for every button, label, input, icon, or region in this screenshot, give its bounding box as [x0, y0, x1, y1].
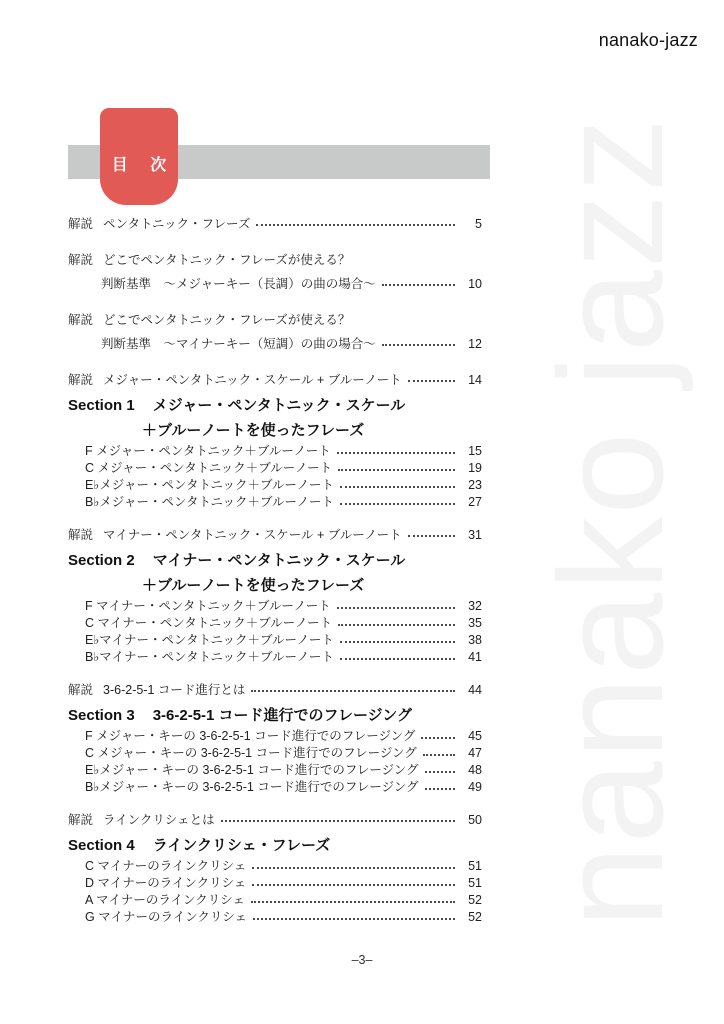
- brand-title: nanako-jazz: [598, 30, 698, 50]
- toc-title-tab: [100, 108, 178, 205]
- page-number-value: 27: [468, 495, 482, 509]
- entry-title: 判断基準 〜マイナーキー（短調）の曲の場合〜: [101, 337, 376, 351]
- dotted-leader: [382, 284, 455, 286]
- toc-entry-item: [68, 728, 482, 745]
- page-number-value: 49: [468, 780, 482, 794]
- entry-title: C メジャー・キーの 3-6-2-5-1 コード進行でのフレージング: [85, 746, 417, 760]
- entry-title: E♭メジャー・キーの 3-6-2-5-1 コード進行でのフレージング: [85, 763, 419, 777]
- dotted-leader: [221, 820, 455, 822]
- section-title-line2: ＋ブルーノートを使ったフレーズ: [142, 422, 365, 439]
- toc-entry-kaisetsu: [68, 212, 482, 236]
- entry-title: B♭メジャー・ペンタトニック＋ブルーノート: [85, 495, 334, 509]
- dotted-leader: [337, 607, 455, 609]
- dotted-leader: [251, 901, 455, 903]
- section-label: Section 1: [68, 397, 135, 414]
- entry-title: C マイナーのラインクリシェ: [85, 859, 247, 873]
- toc-entry-item: [68, 649, 482, 666]
- dotted-leader: [256, 224, 455, 226]
- toc-entry-item: [68, 875, 482, 892]
- toc-entry-item: [68, 892, 482, 909]
- toc-entry-kaisetsu: [68, 368, 482, 392]
- entry-title: B♭メジャー・キーの 3-6-2-5-1 コード進行でのフレージング: [85, 780, 419, 794]
- dotted-leader: [425, 771, 455, 773]
- dotted-leader: [408, 380, 455, 382]
- kaisetsu-label: 解説: [68, 253, 94, 267]
- page-number-value: 51: [468, 859, 482, 873]
- page-number-value: 10: [468, 277, 482, 291]
- toc-section-heading: [68, 833, 482, 858]
- toc-entry-item: [68, 598, 482, 615]
- page-number-value: 45: [468, 729, 482, 743]
- entry-title: ラインクリシェとは: [103, 813, 215, 827]
- toc-entry-item: [68, 745, 482, 762]
- page-number-value: 12: [468, 337, 482, 351]
- page-number-value: 44: [468, 683, 482, 697]
- section-title-line2: ＋ブルーノートを使ったフレーズ: [142, 577, 365, 594]
- entry-title: F メジャー・キーの 3-6-2-5-1 コード進行でのフレージング: [85, 729, 416, 743]
- dotted-leader: [340, 486, 455, 488]
- toc-entry-kaisetsu: [68, 308, 482, 332]
- toc-entry-item: [68, 443, 482, 460]
- entry-title: マイナー・ペンタトニック・スケール + ブルーノート: [103, 528, 402, 542]
- dotted-leader: [338, 469, 455, 471]
- toc-entry-item: [68, 909, 482, 926]
- entry-title: E♭マイナー・ペンタトニック＋ブルーノート: [85, 633, 334, 647]
- dotted-leader: [382, 344, 455, 346]
- toc-entry-item: [68, 632, 482, 649]
- toc-title-label: 目 次: [111, 157, 176, 174]
- toc-section-heading: [68, 393, 482, 418]
- dotted-leader: [421, 737, 455, 739]
- entry-title: D マイナーのラインクリシェ: [85, 876, 247, 890]
- kaisetsu-label: 解説: [68, 313, 94, 327]
- toc-entry-item: [68, 779, 482, 796]
- toc-section-heading: [68, 703, 482, 728]
- toc-entry-item: [68, 762, 482, 779]
- entry-title: E♭メジャー・ペンタトニック＋ブルーノート: [85, 478, 334, 492]
- entry-title: F メジャー・ペンタトニック＋ブルーノート: [85, 444, 331, 458]
- page-number-value: 51: [468, 876, 482, 890]
- dotted-leader: [408, 535, 455, 537]
- entry-title: 判断基準 〜メジャーキー（長調）の曲の場合〜: [101, 277, 376, 291]
- page-number-value: 52: [468, 893, 482, 907]
- dotted-leader: [425, 788, 455, 790]
- page-number-value: 5: [475, 217, 482, 231]
- dotted-leader: [423, 754, 455, 756]
- section-title: メジャー・ペンタトニック・スケール: [152, 397, 406, 414]
- toc-section-heading-line2: [68, 418, 482, 443]
- section-label: Section 3: [68, 707, 135, 724]
- toc-entry-kaisetsu: [68, 678, 482, 702]
- toc-entry-subline: [68, 272, 482, 296]
- kaisetsu-label: 解説: [68, 217, 94, 231]
- toc-entry-item: [68, 460, 482, 477]
- entry-title: C メジャー・ペンタトニック＋ブルーノート: [85, 461, 333, 475]
- toc-entry-kaisetsu: [68, 808, 482, 832]
- kaisetsu-label: 解説: [68, 373, 94, 387]
- toc-entry-item: [68, 477, 482, 494]
- section-label: Section 4: [68, 837, 135, 854]
- entry-title: メジャー・ペンタトニック・スケール + ブルーノート: [103, 373, 402, 387]
- kaisetsu-label: 解説: [68, 813, 94, 827]
- section-label: Section 2: [68, 552, 135, 569]
- dotted-leader: [340, 641, 455, 643]
- dotted-leader: [340, 503, 455, 505]
- entry-title: F マイナー・ペンタトニック＋ブルーノート: [85, 599, 331, 613]
- toc-section-heading: [68, 548, 482, 573]
- page-number-value: 32: [468, 599, 482, 613]
- toc-entry-item: [68, 858, 482, 875]
- kaisetsu-label: 解説: [68, 683, 94, 697]
- dotted-leader: [251, 690, 455, 692]
- page-number-value: 52: [468, 910, 482, 924]
- entry-title: B♭マイナー・ペンタトニック＋ブルーノート: [85, 650, 334, 664]
- dotted-leader: [252, 884, 455, 886]
- entry-title: どこでペンタトニック・フレーズが使える？: [103, 313, 351, 327]
- entry-title: ペンタトニック・フレーズ: [103, 217, 251, 231]
- page-number-value: 50: [468, 813, 482, 827]
- page-number-value: 23: [468, 478, 482, 492]
- page-number-value: 47: [468, 746, 482, 760]
- section-title: ラインクリシェ・フレーズ: [152, 837, 331, 854]
- page-number-value: 38: [468, 633, 482, 647]
- dotted-leader: [337, 452, 455, 454]
- dotted-leader: [340, 658, 455, 660]
- page-number-value: 14: [468, 373, 482, 387]
- entry-title: G マイナーのラインクリシェ: [85, 910, 248, 924]
- page-number-value: 41: [468, 650, 482, 664]
- page-number-value: 15: [468, 444, 482, 458]
- page-number: –3–: [351, 953, 373, 967]
- watermark-text: nanako jazz: [529, 116, 694, 928]
- dotted-leader: [252, 867, 455, 869]
- section-title: 3-6-2-5-1 コード進行でのフレージング: [152, 707, 412, 724]
- page-number-value: 31: [468, 528, 482, 542]
- toc-entry-item: [68, 494, 482, 511]
- dotted-leader: [338, 624, 455, 626]
- entry-title: 3-6-2-5-1 コード進行とは: [103, 683, 246, 697]
- toc-entry-kaisetsu: [68, 523, 482, 547]
- toc-entry-item: [68, 615, 482, 632]
- toc-section-heading-line2: [68, 573, 482, 598]
- entry-title: A マイナーのラインクリシェ: [85, 893, 245, 907]
- page-number-value: 19: [468, 461, 482, 475]
- toc-entry-kaisetsu: [68, 248, 482, 272]
- dotted-leader: [253, 918, 455, 920]
- entry-title: C マイナー・ペンタトニック＋ブルーノート: [85, 616, 333, 630]
- entry-title: どこでペンタトニック・フレーズが使える？: [103, 253, 351, 267]
- toc-list: [68, 212, 482, 926]
- page-number-value: 35: [468, 616, 482, 630]
- section-title: マイナー・ペンタトニック・スケール: [152, 552, 406, 569]
- toc-entry-subline: [68, 332, 482, 356]
- page-number-value: 48: [468, 763, 482, 777]
- kaisetsu-label: 解説: [68, 528, 94, 542]
